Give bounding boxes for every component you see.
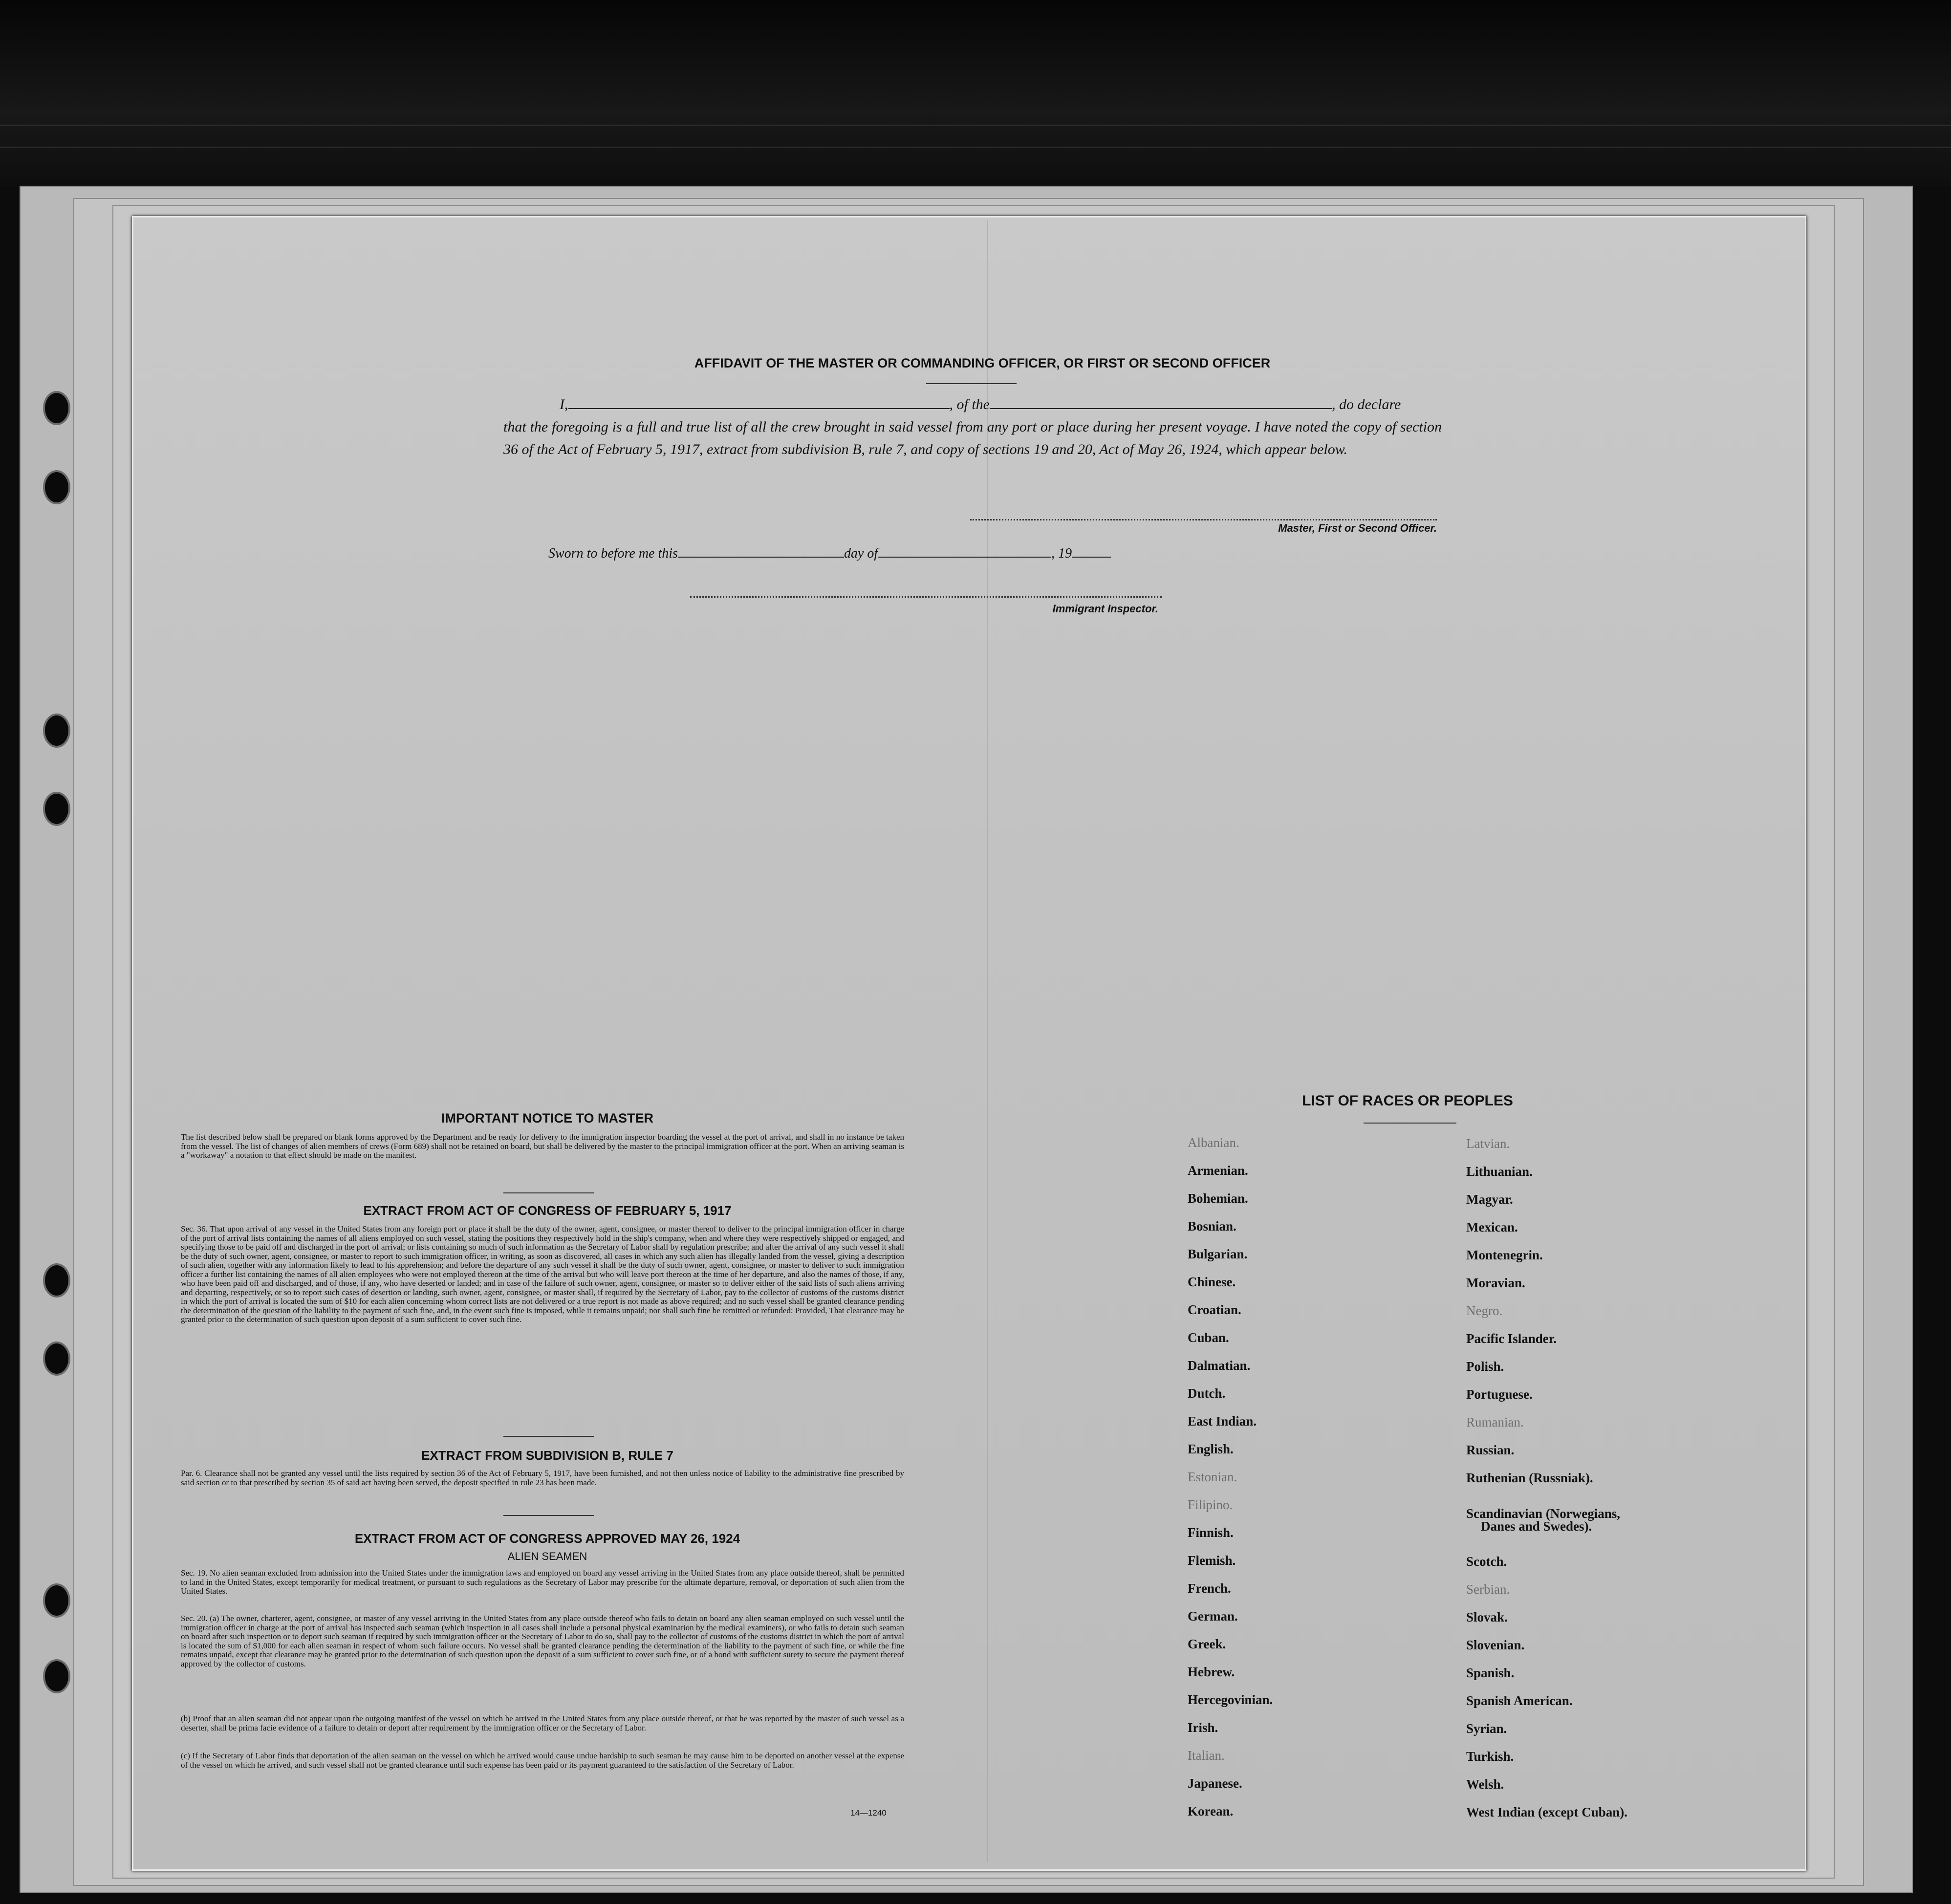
race-item: Greek. [1188,1637,1226,1651]
day-blank[interactable] [678,557,844,558]
race-item: Bulgarian. [1188,1247,1248,1261]
race-item: Albanian. [1188,1135,1239,1150]
race-item: Negro. [1466,1303,1503,1318]
race-item: Ruthenian (Russniak). [1466,1471,1593,1485]
race-item: Italian. [1188,1748,1225,1763]
binder-hole [43,1341,70,1376]
race-item: Dalmatian. [1188,1358,1251,1373]
sec20a-text: Sec. 20. (a) The owner, charterer, agent, consignee, or master of any vessel arriving in the United States from any place outside thereof who fails to detain on board any alien seaman employed on such vessel until the immigration officer in charge at the port of arrival has inspected such seaman (which inspection in all cases shall include a personal physical examination by the medical examiners), or who fails to detain such seaman on board after such inspection or to deport such seaman if required by such immigration officer or the Secretary of Labor to do so, shall pay to the collector of customs of the customs district in which the port of arrival is located the sum of $1,000 for each alien seaman in respect of whom such failure occurs. No vessel shall be granted clearance pending the determination of the liability to the payment of such fine, or while the fine remains unpaid, except that clearance may be granted prior to the determination of such question upon the deposit of a sum sufficient to cover such fine, or of a bond with sufficient surety to secure the payment thereof approved by the collector of customs. [181,1614,904,1668]
year-blank[interactable] [1072,557,1111,558]
extract-1917-title: EXTRACT FROM ACT OF CONGRESS OF FEBRUARY 5, 1917 [363,1203,732,1218]
day-of: day of [844,546,878,561]
binder-hole [43,470,70,504]
rule7-title: EXTRACT FROM SUBDIVISION B, RULE 7 [421,1448,673,1463]
race-item: Flemish. [1188,1553,1236,1568]
binder-hole [43,1263,70,1298]
form-number: 14—1240 [850,1808,887,1817]
section-rule [503,1436,594,1437]
scan-line [0,147,1951,148]
race-item: Russian. [1466,1443,1515,1457]
race-item: Slovenian. [1466,1638,1525,1652]
affidavit-text: that the foregoing is a full and true list of all the crew brought in said vessel from any port or place during her present voyage. I have noted the copy of section 36 of the Act of February 5, 1917, extract from subdivision B, rule 7, and copy of sections 19 and 20, Act of May 26, 1924, which appear below. [503,419,1442,457]
races-title: LIST OF RACES OR PEOPLES [1302,1093,1513,1109]
binder-hole [43,1583,70,1618]
rule7-text: Par. 6. Clearance shall not be granted any vessel until the lists required by section 36 of the Act of February 5, 1917, have been furnished, and not then unless notice of liability to the administrative fine prescribed by said section or to that prescribed by section 35 of said act having been served, the deposit specified in rule 23 has been made. [181,1469,904,1487]
race-item: Welsh. [1466,1777,1504,1792]
race-item: Pacific Islander. [1466,1331,1557,1346]
month-blank[interactable] [878,557,1051,558]
race-item: Japanese. [1188,1776,1242,1791]
race-item: West Indian (except Cuban). [1466,1805,1628,1819]
scanner-background [0,0,1951,186]
race-item: French. [1188,1581,1231,1596]
race-item: Montenegrin. [1466,1248,1543,1262]
race-item: Hebrew. [1188,1665,1235,1679]
name-blank[interactable] [568,408,950,409]
binder-hole [43,714,70,748]
scan-line [0,125,1951,126]
race-item: Scotch. [1466,1554,1507,1569]
vessel-blank[interactable] [990,408,1332,409]
sworn-line [548,546,1111,562]
affidavit-body [503,393,1442,461]
extract-1924-title: EXTRACT FROM ACT OF CONGRESS APPROVED MAY 26, 1924 [354,1531,740,1546]
extract-1917-text: Sec. 36. That upon arrival of any vessel in the United States from any foreign port or place it shall be the duty of the owner, agent, consignee, or master thereof to deliver to the principal immigration officer in charge of the port of arrival lists containing the names of all aliens employed on such vessel, stating the positions they respectively hold in the ship's company, when and where they were respectively shipped or engaged, and specifying those to be paid off and discharged in the port of arrival; or lists containing so much of such information as the Secretary of Labor shall by regulation prescribe; and after the arrival of any such vessel it shall be the duty of such owner, agent, consignee, or master to report to such immigration officer, in writing, as soon as discovered, all cases in which any such alien has illegally landed from the vessel, giving a description of such alien, together with any information likely to lead to his apprehension; and before the departure of any such vessel it shall be the duty of such owner, agent, consignee, or master to deliver to such immigration officer a further list containing the names of all alien employees who were not employed thereon at the time of the arrival but who will leave port thereon at the time of her departure, and also the names of those, if any, who have been paid off and discharged, and of those, if any, who have deserted or landed; and in case of the failure of such owner, agent, consignee, or master so to deliver either of the said lists of such aliens arriving and departing, respectively, or so to report such cases of desertion or landing, such owner, agent, consignee, or master shall, if required by the Secretary of Labor, pay to the collector of customs of the customs district in which the port of arrival is located the sum of $10 for each alien concerning whom correct lists are not delivered or a true report is not made as above required; and no such vessel shall be granted clearance pending the determination of the question of the liability to the payment of such fine, and, in the event such fine is imposed, while it remains unpaid; nor shall such fine be remitted or refunded: Provided, That clearance may be granted prior to the determination of such question upon deposit of a sum sufficient to cover such fine. [181,1224,904,1324]
race-item: Rumanian. [1466,1415,1524,1429]
inspector-signature-line[interactable] [690,596,1162,598]
race-item: Finnish. [1188,1525,1234,1540]
race-item: Turkish. [1466,1749,1514,1764]
notice-title: IMPORTANT NOTICE TO MASTER [441,1111,653,1125]
lead-of-the: , of the [949,396,990,412]
sec20c-text: (c) If the Secretary of Labor finds that deportation of the alien seaman on the vessel on which he arrived would cause undue hardship to such seaman he may cause him to be deported on another vessel at the expense of the vessel on which he arrived, and such vessel shall not be granted clearance until such expense has been paid or its payment guaranteed to the satisfaction of the Secretary of Labor. [181,1751,904,1770]
race-item: Spanish. [1466,1666,1515,1680]
race-item: Chinese. [1188,1275,1236,1289]
year-prefix: , 19 [1051,546,1072,561]
race-item: Estonian. [1188,1470,1237,1484]
fold-line [987,220,988,1862]
race-item: Korean. [1188,1804,1234,1818]
race-item: Slovak. [1466,1610,1508,1624]
race-item: Magyar. [1466,1192,1513,1207]
title-rule [926,383,1017,384]
race-item: Scandinavian (Norwegians, [1466,1506,1621,1521]
race-item: Latvian. [1466,1136,1510,1151]
section-rule [503,1192,594,1193]
race-item-continuation: Danes and Swedes). [1481,1519,1592,1534]
race-item: Armenian. [1188,1163,1248,1178]
binder-hole [43,391,70,425]
race-item: Serbian. [1466,1582,1510,1597]
race-item: Polish. [1466,1359,1504,1374]
race-item: Moravian. [1466,1276,1525,1290]
race-item: Bohemian. [1188,1191,1248,1206]
binder-hole [43,1659,70,1693]
sec19-text: Sec. 19. No alien seaman excluded from admission into the United States under the immigration laws and employed on board any vessel arriving in the United States from any place outside thereof, shall be permitted to land in the United States, except temporarily for medical treatment, or pursuant to such regulations as the Secretary of Labor may prescribe for the ultimate departure, removal, or deportation of such alien from the United States. [181,1568,904,1596]
sec20b-text: (b) Proof that an alien seaman did not appear upon the outgoing manifest of the vessel on which he arrived in the United States from any place outside thereof, or that he was reported by the master of such vessel as a deserter, shall be prima facie evidence of a failure to detain or deport after requirement by the immigration officer or the Secretary of Labor. [181,1714,904,1732]
race-item: Cuban. [1188,1330,1229,1345]
race-item: Syrian. [1466,1721,1507,1736]
extract-1924-subtitle: ALIEN SEAMEN [507,1550,587,1562]
lead-do-declare: , do declare [1332,396,1401,412]
affidavit-title: AFFIDAVIT OF THE MASTER OR COMMANDING OFFICER, OR FIRST OR SECOND OFFICER [694,356,1271,370]
race-item: Spanish American. [1466,1693,1573,1708]
race-item: Croatian. [1188,1302,1241,1317]
race-item: German. [1188,1609,1238,1623]
race-item: Irish. [1188,1720,1218,1735]
inspector-label: Immigrant Inspector. [1052,603,1158,615]
binder-hole [43,792,70,826]
affidavit-lead-line [503,393,1442,416]
race-item: Dutch. [1188,1386,1226,1401]
master-signature-line[interactable] [970,519,1437,520]
lead-i: I, [560,396,568,412]
race-item: Hercegovinian. [1188,1692,1273,1707]
race-item: Mexican. [1466,1220,1518,1234]
notice-text: The list described below shall be prepared on blank forms approved by the Department and be ready for delivery to the immigration inspector boarding the vessel at the port of arrival, and shall in no instance be taken from the vessel. The list of changes of alien members of crews (Form 689) shall not be retained on board, but shall be delivered by the master to the principal immigration officer at the port. When an arriving seaman is a "workaway" a notation to that effect should be made on the manifest. [181,1132,904,1160]
race-item: East Indian. [1188,1414,1257,1428]
race-item: Lithuanian. [1466,1164,1533,1179]
race-item: Bosnian. [1188,1219,1236,1233]
master-signature-label: Master, First or Second Officer. [1278,522,1437,534]
section-rule [503,1515,594,1516]
race-item: English. [1188,1442,1234,1456]
race-item: Filipino. [1188,1497,1233,1512]
sworn-before: Sworn to before me this [548,546,678,561]
race-item: Portuguese. [1466,1387,1533,1402]
races-rule [1364,1123,1456,1124]
